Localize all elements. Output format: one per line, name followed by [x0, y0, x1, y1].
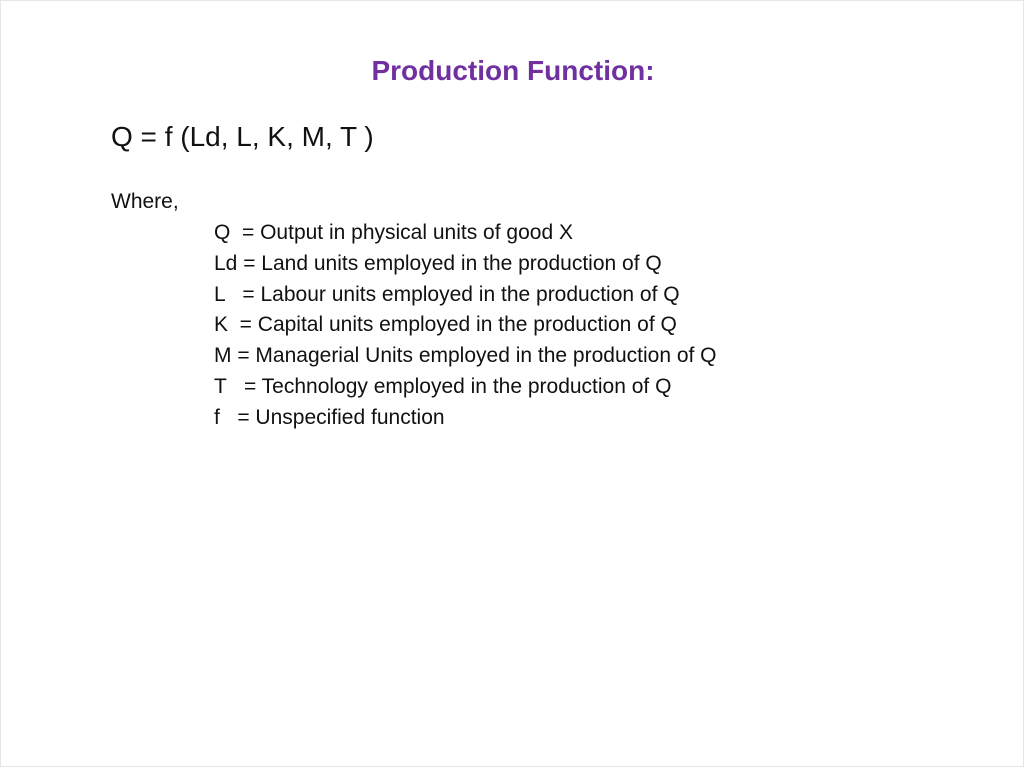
- production-function-formula: Q = f (Ld, L, K, M, T ): [111, 121, 374, 152]
- definition-l: L = Labour units employed in the production of Q: [214, 282, 680, 306]
- where-label: Where,: [111, 190, 179, 213]
- definition-m: M = Managerial Units employed in the production of Q: [214, 344, 717, 368]
- definition-ld: Ld = Land units employed in the production of Q: [214, 251, 662, 275]
- definition-t: T = Technology employed in the production of Q: [214, 374, 672, 398]
- definition-f: f = Unspecified function: [214, 405, 445, 429]
- definition-k: K = Capital units employed in the production of Q: [214, 313, 677, 337]
- definition-q: Q = Output in physical units of good X: [214, 221, 573, 244]
- definitions-list: [214, 218, 717, 434]
- slide-title: Production Function:: [371, 55, 655, 86]
